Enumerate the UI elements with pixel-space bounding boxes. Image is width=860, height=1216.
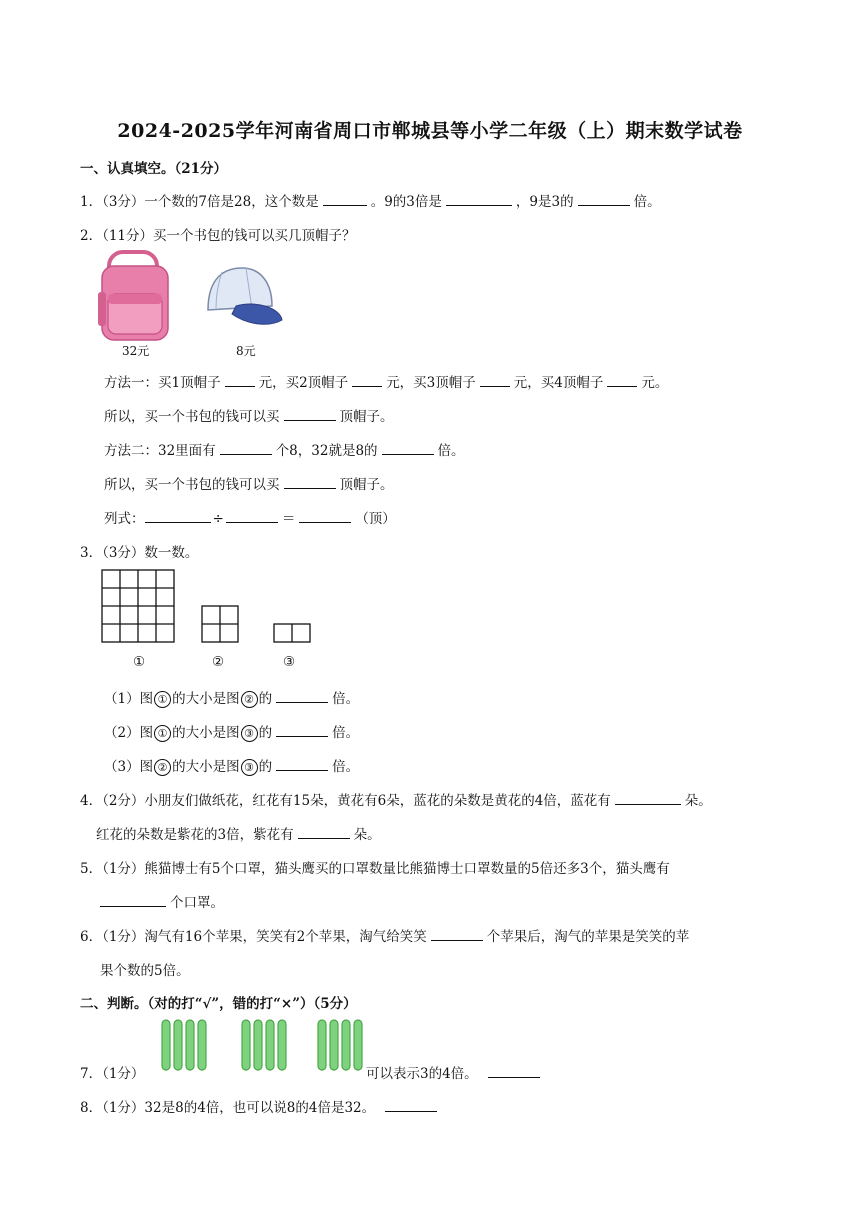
q2-eq-blank-2[interactable] [226, 508, 278, 523]
q2-stem-text: （11分）买一个书包的钱可以买几顶帽子？ [102, 228, 356, 244]
figure-2-grid [202, 606, 238, 642]
q2-m2-text-3: 倍。 [437, 443, 465, 459]
q2-conclusion-2 [104, 473, 394, 493]
q7-answer-blank[interactable] [488, 1063, 540, 1078]
question-4-line-1 [80, 789, 712, 809]
section-1-heading: 一、认真填空。（21分） [80, 161, 228, 177]
q1-text-1: （3分）一个数的7倍是28，这个数是 [102, 194, 319, 210]
q3-stem-text: （3分）数一数。 [102, 545, 199, 561]
q7-text-2: 可以表示3的4倍。 [366, 1066, 478, 1082]
q2-so2-text-2: 顶帽子。 [339, 477, 394, 493]
stick-group-3 [318, 1020, 362, 1070]
q2-eq-blank-1[interactable] [145, 508, 211, 523]
q2-so1-text-2: 顶帽子。 [339, 409, 394, 425]
q3-s2-blank[interactable] [276, 722, 328, 737]
q3-s2-text-4: 倍。 [332, 725, 360, 741]
q6-text-1: （1分）淘气有16个苹果，笑笑有2个苹果，淘气给笑笑 [102, 929, 427, 945]
q3-s3-text-2: 的大小是图 [172, 759, 240, 775]
q3-sub-3 [104, 755, 359, 776]
q4-text-4: 朵。 [353, 827, 381, 843]
q2-eq-equals: ＝ [281, 511, 296, 527]
question-8 [80, 1096, 441, 1116]
q1-blank-3[interactable] [578, 191, 630, 206]
q2-eq-unit: （顶） [355, 511, 396, 527]
q5-blank[interactable] [100, 892, 166, 907]
q2-so1-blank[interactable] [284, 406, 336, 421]
q2-m2-text-2: 个8，32就是8的 [275, 443, 378, 459]
q7-text-1: （1分） [102, 1066, 145, 1082]
q7-number: 7． [80, 1066, 103, 1082]
q2-m1-text-1: 方法一：买1顶帽子 [104, 375, 221, 391]
q2-eq-blank-3[interactable] [299, 508, 351, 523]
q3-s1-blank[interactable] [276, 688, 328, 703]
q3-s3-text-1: （3）图 [104, 759, 154, 775]
q5-text-2: 个口罩。 [170, 895, 224, 911]
q2-so2-text-1: 所以，买一个书包的钱可以买 [104, 477, 280, 493]
figure-3-label: ③ [283, 654, 296, 670]
q4-text-2: 朵。 [684, 793, 712, 809]
q6-text-2: 个苹果后，淘气的苹果是笑笑的苹 [486, 929, 690, 945]
q2-m1-blank-1[interactable] [225, 372, 255, 387]
q1-blank-1[interactable] [323, 191, 367, 206]
q3-s1-fig-b: ② [241, 691, 258, 708]
stick-group-2 [242, 1020, 286, 1070]
q2-so1-text-1: 所以，买一个书包的钱可以买 [104, 409, 280, 425]
q3-s2-fig-b: ③ [241, 725, 258, 742]
q3-s2-text-3: 的 [258, 725, 273, 741]
q2-m1-text-2: 元，买2顶帽子 [258, 375, 349, 391]
q2-method-1 [104, 371, 668, 391]
q2-equation [104, 507, 396, 527]
q3-sub-1 [104, 687, 359, 708]
q2-eq-divide: ÷ [212, 511, 224, 527]
q2-bag-price: 32元 [122, 344, 150, 358]
question-6-line-1 [80, 925, 689, 945]
backpack-icon [98, 252, 168, 340]
q4-text-1: （2分）小朋友们做纸花，红花有15朵，黄花有6朵，蓝花的朵数是黄花的4倍，蓝花有 [102, 793, 611, 809]
q3-s1-text-2: 的大小是图 [172, 691, 240, 707]
q2-hat-price: 8元 [236, 344, 256, 358]
q3-number: 3． [80, 545, 103, 561]
q2-m1-blank-3[interactable] [480, 372, 510, 387]
question-2-stem [80, 224, 356, 244]
q3-sub-2 [104, 721, 359, 742]
q1-text-3: ，9是3的 [515, 194, 574, 210]
q4-number: 4． [80, 793, 103, 809]
question-4-line-2 [96, 823, 381, 843]
q6-number: 6． [80, 929, 103, 945]
q2-m2-blank-2[interactable] [382, 440, 434, 455]
question-6-line-2: 果个数的5倍。 [100, 963, 190, 979]
q2-m2-text-1: 方法二：32里面有 [104, 443, 216, 459]
q1-text-2: 。9的3倍是 [370, 194, 442, 210]
figure-3-grid [274, 624, 310, 642]
stick-group-1 [162, 1020, 206, 1070]
q3-s2-text-2: 的大小是图 [172, 725, 240, 741]
q7-counting-sticks [156, 1016, 372, 1074]
q4-blank-1[interactable] [615, 790, 681, 805]
question-7-tail [366, 1062, 544, 1082]
q2-number: 2． [80, 228, 103, 244]
q2-method-2 [104, 439, 465, 459]
figure-1-grid [102, 570, 174, 642]
q8-number: 8． [80, 1100, 103, 1116]
question-1 [80, 190, 661, 210]
q2-m1-text-4: 元，买4顶帽子 [513, 375, 604, 391]
q3-s3-fig-b: ③ [241, 759, 258, 776]
q2-m1-text-3: 元，买3顶帽子 [386, 375, 476, 391]
q6-blank[interactable] [431, 926, 483, 941]
q2-m1-text-5: 元。 [641, 375, 669, 391]
q1-number: 1． [80, 194, 103, 210]
q3-s3-text-3: 的 [258, 759, 273, 775]
q3-grid-figures [96, 566, 326, 646]
q2-conclusion-1 [104, 405, 394, 425]
question-7 [80, 1062, 144, 1082]
q2-m1-blank-4[interactable] [607, 372, 637, 387]
figure-2-label: ② [212, 654, 225, 670]
q2-m2-blank-1[interactable] [220, 440, 272, 455]
q3-s3-blank[interactable] [276, 756, 328, 771]
q1-text-4: 倍。 [633, 194, 661, 210]
q2-eq-label: 列式： [104, 511, 145, 527]
q3-s1-text-1: （1）图 [104, 691, 154, 707]
q4-text-3: 红花的朵数是紫花的3倍，紫花有 [96, 827, 294, 843]
question-3-stem [80, 541, 198, 561]
q3-s1-fig-a: ① [154, 691, 171, 708]
q3-s2-text-1: （2）图 [104, 725, 154, 741]
q3-s2-fig-a: ① [154, 725, 171, 742]
q2-m1-blank-2[interactable] [352, 372, 382, 387]
q8-answer-blank[interactable] [385, 1097, 437, 1112]
q4-blank-2[interactable] [298, 824, 350, 839]
page-title: 2024-2025学年河南省周口市郸城县等小学二年级（上）期末数学试卷 [117, 120, 743, 142]
hat-icon [208, 268, 282, 324]
section-2-heading: 二、判断。（对的打“√”，错的打“×”）（5分） [80, 996, 357, 1012]
q5-text-1: （1分）熊猫博士有5个口罩，猫头鹰买的口罩数量比熊猫博士口罩数量的5倍还多3个，猫头鹰有 [102, 861, 670, 877]
q3-s3-text-4: 倍。 [332, 759, 360, 775]
question-5-line-2 [100, 891, 224, 911]
question-5-line-1 [80, 857, 670, 877]
q3-s3-fig-a: ② [154, 759, 171, 776]
q8-text: （1分）32是8的4倍，也可以说8的4倍是32。 [102, 1100, 376, 1116]
q1-blank-2[interactable] [446, 191, 512, 206]
q3-s1-text-3: 的 [258, 691, 273, 707]
q2-so2-blank[interactable] [284, 474, 336, 489]
q5-number: 5． [80, 861, 103, 877]
q3-s1-text-4: 倍。 [332, 691, 360, 707]
figure-1-label: ① [133, 654, 146, 670]
